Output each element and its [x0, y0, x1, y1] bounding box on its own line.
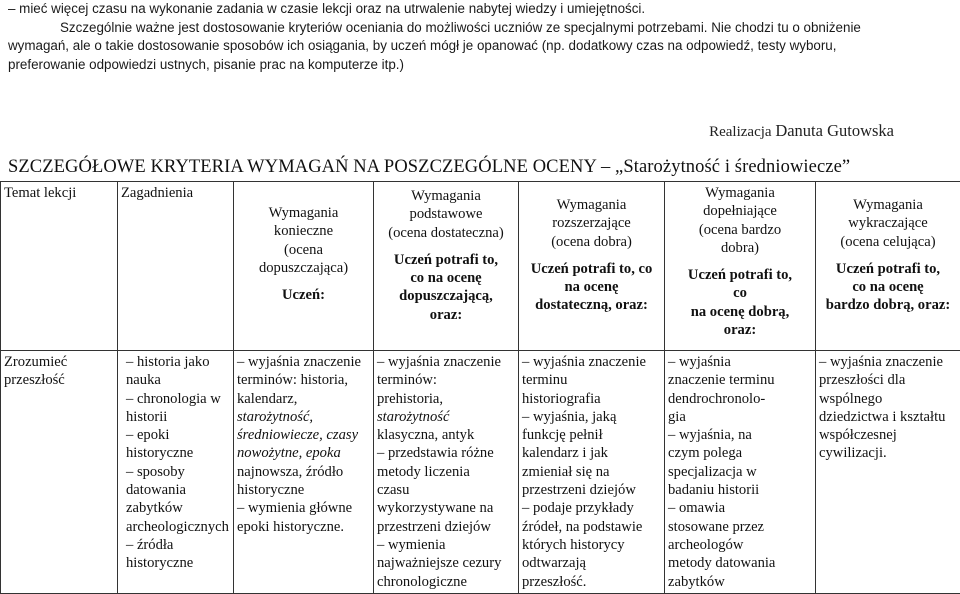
intro-line-4: preferowanie odpowiedzi ustnych, pisanie prac na komputerze itp.) — [8, 56, 952, 75]
intro-line-1: – mieć więcej czasu na wykonanie zadania w czasie lekcji oraz na utrwalenie nabytej wiedzy i umiejętności. — [8, 0, 952, 19]
header-exceeding: Wymagania wykraczające (ocena celująca) Uczeń potrafi to, co na ocenę bardzo dobrą, oraz: — [816, 182, 960, 351]
intro-text — [8, 0, 952, 74]
cell-essential: – wyjaśnia znaczenie terminów: historia, kalendarz, starożytność, średniowiecze, czasy nowożytne, epoka najnowsza, źródło historyczne – wymienia główne epoki historyczne. — [234, 351, 374, 594]
author-name: Danuta Gutowska — [775, 121, 894, 140]
cell-topic: Zrozumieć przeszłość — [1, 351, 118, 594]
intro-line-3: wymagań, ale o takie dostosowanie sposobów ich osiągania, by uczeń mógł je opanować (np. dodatkowy czas na odpowiedź, testy wyboru, — [8, 37, 952, 56]
cell-issues: – historia jako nauka – chronologia w historii – epoki historyczne – sposoby datowania zabytków archeologicznych – źródła historyczne — [118, 351, 234, 594]
header-complementary: Wymagania dopełniające (ocena bardzo dobra) Uczeń potrafi to, co na ocenę dobrą, oraz: — [665, 182, 816, 351]
cell-exceeding: – wyjaśnia znaczenie przeszłości dla wspólnego dziedzictwa i kształtu współczesnej cywilizacji. — [816, 351, 960, 594]
author-credit — [709, 121, 894, 141]
header-topic: Temat lekcji — [1, 182, 118, 351]
header-basic: Wymagania podstawowe (ocena dostateczna) Uczeń potrafi to, co na ocenę dopuszczającą, oraz: — [374, 182, 519, 351]
header-extended: Wymagania rozszerzające (ocena dobra) Uczeń potrafi to, co na ocenę dostateczną, oraz: — [519, 182, 665, 351]
author-prefix: Realizacja — [709, 124, 771, 140]
intro-line-2: Szczególnie ważne jest dostosowanie kryteriów oceniania do możliwości uczniów ze specjalnymi potrzebami. Nie chodzi tu o obniżenie — [8, 19, 952, 38]
cell-extended: – wyjaśnia znaczenie terminu historiografia – wyjaśnia, jaką funkcję pełnił kalendarz i jak zmieniał się na przestrzeni dziejów – podaje przykłady źródeł, na podstawie których historycy odtwarzają przeszłość. — [519, 351, 665, 594]
table-row — [1, 351, 960, 594]
page-title: SZCZEGÓŁOWE KRYTERIA WYMAGAŃ NA POSZCZEGÓLNE OCENY – „Starożytność i średniowiecze” — [8, 157, 850, 178]
header-essential: Wymagania konieczne (ocena dopuszczająca) Uczeń: — [234, 182, 374, 351]
cell-basic: – wyjaśnia znaczenie terminów: prehistoria, starożytność klasyczna, antyk – przedstawia różne metody liczenia czasu wykorzystywane na przestrzeni dziejów – wymienia najważniejsze cezury chronologiczne — [374, 351, 519, 594]
table-header-row — [1, 182, 960, 351]
requirements-table — [0, 181, 960, 594]
cell-complementary: – wyjaśnia znaczenie terminu dendrochronolo- gia – wyjaśnia, na czym polega specjalizacja w badaniu historii – omawia stosowane przez archeologów metody datowania zabytków — [665, 351, 816, 594]
header-issues: Zagadnienia — [118, 182, 234, 351]
